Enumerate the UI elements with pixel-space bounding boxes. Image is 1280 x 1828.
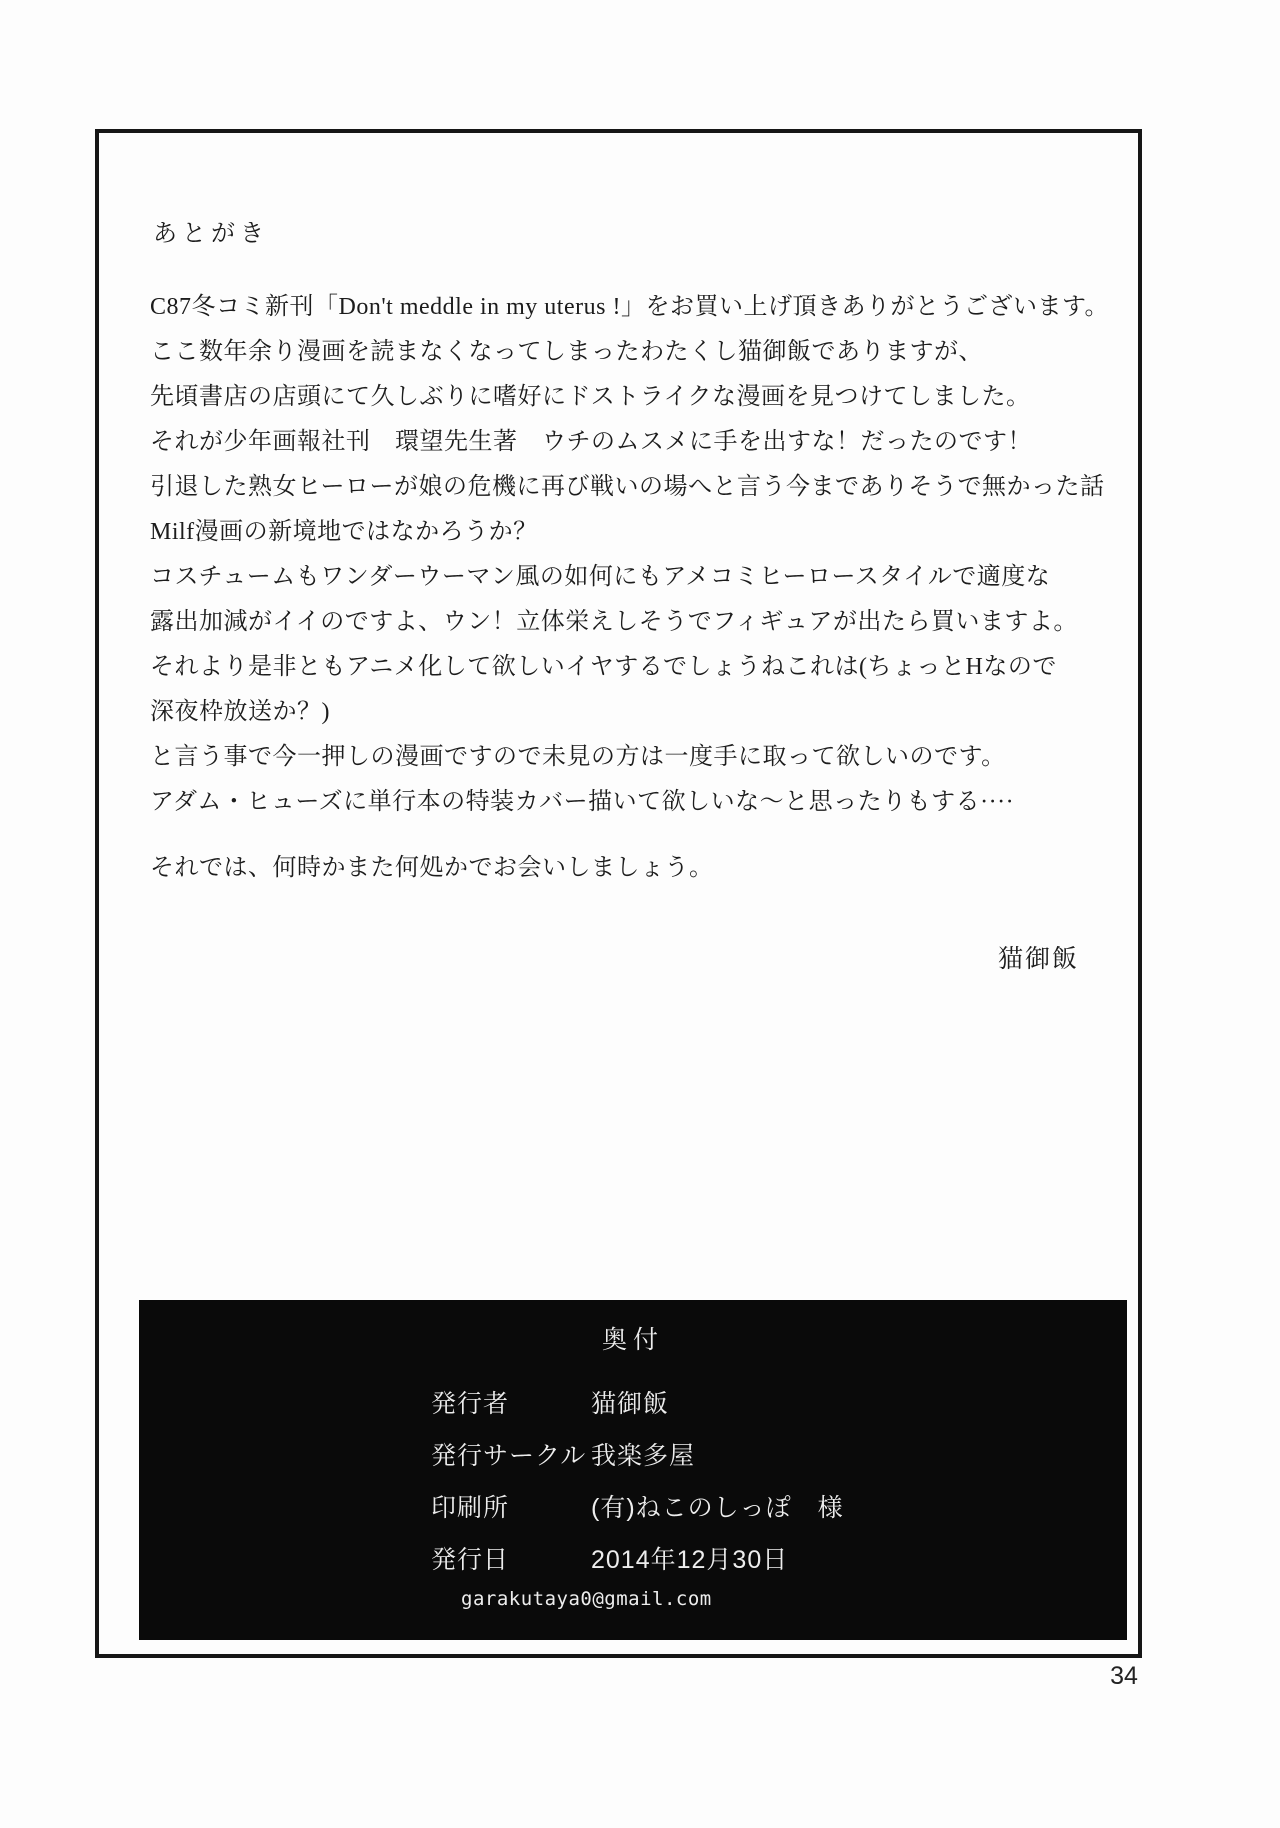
afterword-line: それが少年画報社刊 環望先生著 ウチのムスメに手を出すな！だったのです！ [150, 429, 1032, 455]
colophon-value: (有)ねこのしっぽ 様 [591, 1494, 844, 1522]
afterword-line: ここ数年余り漫画を読まなくなってしまったわたくし猫御飯でありますが、 [150, 339, 983, 365]
colophon-label: 発行サークル [431, 1442, 587, 1470]
afterword-heading: あとがき [153, 221, 269, 247]
afterword-line: それより是非ともアニメ化して欲しいイヤするでしょうねこれは(ちょっとHなので [150, 654, 1057, 680]
afterword-line: Milf漫画の新境地ではなかろうか？ [150, 519, 538, 545]
colophon-row-printer [431, 1480, 1107, 1532]
afterword-closing-line: それでは、何時かまた何処かでお会いしましょう。 [150, 855, 714, 881]
afterword-line: と言う事で今一押しの漫画ですので未見の方は一度手に取って欲しいのです。 [150, 744, 1006, 770]
afterword-line: コスチュームもワンダーウーマン風の如何にもアメコミヒーロースタイルで適度な [150, 564, 1051, 590]
author-signature: 猫御飯 [998, 946, 1080, 973]
afterword-text-block [150, 285, 1110, 891]
page-number: 34 [1110, 1662, 1138, 1690]
colophon-rows [431, 1376, 1107, 1584]
colophon-label: 印刷所 [431, 1494, 510, 1522]
afterword-line: 引退した熟女ヒーローが娘の危機に再び戦いの場へと言う今までありそうで無かった話 [150, 474, 1105, 500]
colophon-title: 奥付 [601, 1326, 664, 1354]
colophon-row-publish-date [431, 1532, 1107, 1584]
colophon-label: 発行者 [431, 1390, 510, 1418]
colophon-value: 2014年12月30日 [591, 1546, 789, 1574]
colophon-value: 我楽多屋 [591, 1442, 696, 1470]
afterword-line: C87冬コミ新刊「Don't meddle in my uterus !」をお買い上げ頂きありがとうございます。 [150, 294, 1110, 320]
colophon-label: 発行日 [431, 1546, 510, 1574]
afterword-line: アダム・ヒューズに単行本の特装カバー描いて欲しいな～と思ったりもする···· [150, 789, 1015, 815]
colophon-row-publisher [431, 1376, 1107, 1428]
colophon-box [139, 1300, 1127, 1640]
contact-email: garakutaya0@gmail.com [461, 1588, 712, 1610]
afterword-line: 露出加減がイイのですよ、ウン！立体栄えしそうでフィギュアが出たら買いますよ。 [150, 609, 1078, 635]
afterword-line: 先頃書店の店頭にて久しぶりに嗜好にドストライクな漫画を見つけてしました。 [150, 384, 1031, 410]
afterword-line: 深夜枠放送か？) [150, 699, 330, 725]
colophon-value: 猫御飯 [591, 1390, 670, 1418]
colophon-row-circle [431, 1428, 1107, 1480]
page-border-frame [95, 129, 1142, 1658]
